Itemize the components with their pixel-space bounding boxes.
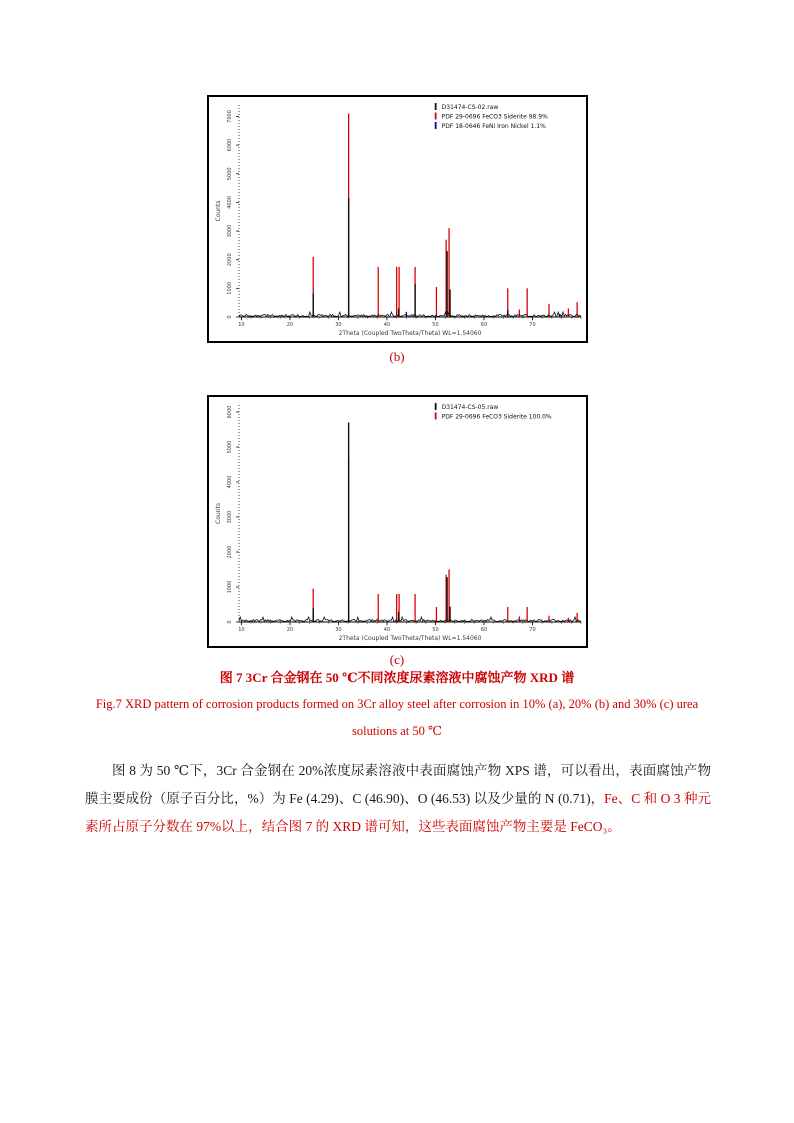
svg-text:0: 0 bbox=[227, 315, 233, 319]
svg-text:2Theta (Coupled TwoTheta/Theta: 2Theta (Coupled TwoTheta/Theta) WL=1.54060 bbox=[338, 330, 482, 337]
svg-text:2Theta (Coupled TwoTheta/Theta: 2Theta (Coupled TwoTheta/Theta) WL=1.54060 bbox=[338, 635, 482, 642]
svg-text:50: 50 bbox=[432, 627, 439, 633]
svg-text:70: 70 bbox=[529, 322, 536, 328]
svg-text:D31474-CS-02.raw: D31474-CS-02.raw bbox=[441, 104, 499, 111]
svg-text:7000: 7000 bbox=[227, 110, 233, 123]
svg-text:3000: 3000 bbox=[227, 510, 233, 524]
svg-text:4000: 4000 bbox=[227, 196, 233, 209]
svg-text:70: 70 bbox=[529, 627, 536, 633]
xrd-figure-c bbox=[207, 395, 588, 648]
svg-text:D31474-CS-05.raw: D31474-CS-05.raw bbox=[441, 404, 499, 411]
svg-text:Counts: Counts bbox=[215, 503, 222, 524]
figure-caption-english-line1: Fig.7 XRD pattern of corrosion products formed on 3Cr alloy steel after corrosion in 10% (a), 20% (b) and 30% (c) urea bbox=[95, 697, 699, 711]
xrd-plot-b bbox=[209, 97, 586, 341]
body-text-red: Fe、C 和 O 3 种元素所占原子分数在 97%以上，结合图 7 的 XRD 谱可知，这些表面腐蚀产物主要是 FeCO₃。 bbox=[85, 791, 711, 834]
svg-text:PDF 29-0696 FeCO3 Siderite 98.: PDF 29-0696 FeCO3 Siderite 98.9% bbox=[441, 113, 548, 121]
svg-text:5000: 5000 bbox=[227, 167, 233, 181]
svg-text:6000: 6000 bbox=[227, 405, 233, 419]
svg-text:30: 30 bbox=[335, 627, 342, 633]
svg-text:Counts: Counts bbox=[215, 200, 222, 222]
svg-text:10: 10 bbox=[238, 322, 245, 328]
svg-text:40: 40 bbox=[383, 322, 391, 328]
body-paragraph bbox=[85, 757, 711, 841]
svg-text:0: 0 bbox=[227, 620, 233, 624]
svg-text:1000: 1000 bbox=[227, 580, 233, 594]
svg-text:40: 40 bbox=[383, 627, 391, 633]
xrd-plot-c bbox=[209, 397, 586, 646]
svg-text:20: 20 bbox=[286, 627, 294, 633]
svg-text:2000: 2000 bbox=[227, 545, 233, 559]
figure-caption-english-line2: solutions at 50 ℃ bbox=[351, 724, 443, 738]
svg-text:4000: 4000 bbox=[227, 475, 233, 489]
body-text-black: 图 8 为 50 ℃下，3Cr 合金钢在 20%浓度尿素溶液中表面腐蚀产物 XPS 谱，可以看出，表面腐蚀产物膜主要成份（原子百分比，%）为 Fe (4.29)、C (46.90)、O (46.53) 以及少量的 N (0.71)， bbox=[85, 763, 711, 806]
xrd-figure-b bbox=[207, 95, 588, 343]
svg-text:5000: 5000 bbox=[227, 440, 233, 454]
svg-text:2000: 2000 bbox=[227, 253, 233, 267]
figure-label-c: (c) bbox=[389, 652, 405, 667]
svg-text:50: 50 bbox=[432, 322, 439, 328]
svg-text:6000: 6000 bbox=[227, 138, 233, 152]
svg-text:PDF 18-0646 FeNi Iron Nickel 1: PDF 18-0646 FeNi Iron Nickel 1.1% bbox=[441, 123, 546, 130]
svg-text:3000: 3000 bbox=[227, 224, 233, 238]
svg-text:20: 20 bbox=[286, 322, 294, 328]
svg-text:60: 60 bbox=[480, 322, 488, 328]
figure-label-b: (b) bbox=[389, 349, 405, 364]
figure-caption-chinese: 图 7 3Cr 合金钢在 50 ℃不同浓度尿素溶液中腐蚀产物 XRD 谱 bbox=[219, 670, 575, 685]
svg-text:PDF 29-0696 FeCO3 Siderite 100: PDF 29-0696 FeCO3 Siderite 100.0% bbox=[441, 413, 552, 421]
svg-text:10: 10 bbox=[238, 627, 245, 633]
svg-text:1000: 1000 bbox=[227, 281, 233, 295]
svg-text:30: 30 bbox=[335, 322, 342, 328]
svg-text:60: 60 bbox=[480, 627, 488, 633]
